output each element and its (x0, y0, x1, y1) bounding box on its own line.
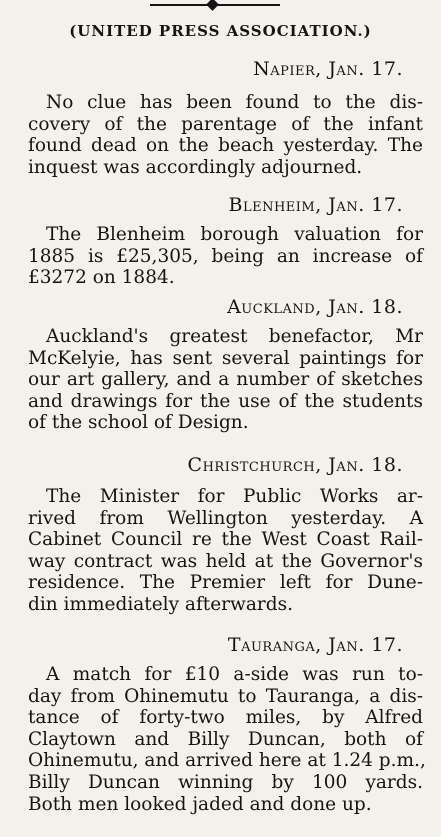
article-line: Both men looked jaded and done up. (28, 793, 372, 815)
article-line: and drawings for the use of the students (28, 390, 423, 412)
ornamental-rule (150, 0, 280, 14)
article-line: Ohinemutu, and arrived here at 1.24 p.m., (28, 750, 426, 772)
article-line: Cabinet Council re the West Coast Rail- (28, 529, 423, 551)
article-blenheim (28, 224, 423, 289)
dateline-christchurch: Christchurch, Jan. 18. (187, 454, 403, 476)
article-line: our art gallery, and a number of sketches (28, 369, 423, 391)
article-line: The Blenheim borough valuation for (46, 224, 423, 245)
article-line: A match for £10 a-side was run to- (46, 664, 423, 685)
article-line: found dead on the beach yesterday. The (28, 135, 423, 157)
article-line: £3272 on 1884. (28, 267, 175, 289)
article-line: of the school of Design. (28, 412, 249, 434)
diamond-ornament-icon (206, 0, 219, 11)
article-line: covery of the parentage of the infant (28, 113, 423, 135)
article-line: The Minister for Public Works ar- (46, 486, 423, 507)
dateline-blenheim: Blenheim, Jan. 17. (228, 194, 403, 216)
article-line: din immediately afterwards. (28, 593, 293, 615)
agency-heading: (UNITED PRESS ASSOCIATION.) (69, 22, 372, 40)
article-line: Auckland's greatest benefactor, Mr (46, 326, 423, 347)
article-line: day from Ohinemutu to Tauranga, a dis- (28, 685, 423, 707)
dateline-auckland: Auckland, Jan. 18. (227, 296, 403, 318)
dateline-napier: Napier, Jan. 17. (253, 58, 403, 80)
article-christchurch (28, 486, 423, 616)
dateline-tauranga: Tauranga, Jan. 17. (227, 634, 403, 656)
article-line: way contract was held at the Governor's (28, 550, 423, 572)
article-line: No clue has been found to the dis- (46, 92, 423, 113)
article-line: Claytown and Billy Duncan, both of (28, 728, 423, 750)
article-tauranga (28, 664, 426, 815)
article-line: inquest was accordingly adjourned. (28, 156, 363, 178)
article-line: McKelyie, has sent several paintings for (28, 347, 423, 369)
article-line: Billy Duncan winning by 100 yards. (28, 771, 423, 793)
article-line: residence. The Premier left for Dune- (28, 572, 423, 594)
article-line: 1885 is £25,305, being an increase of (28, 245, 423, 267)
article-auckland (28, 326, 423, 434)
article-line: rived from Wellington yesterday. A (28, 507, 423, 529)
article-line: tance of forty-two miles, by Alfred (28, 707, 423, 729)
article-napier (28, 92, 423, 178)
